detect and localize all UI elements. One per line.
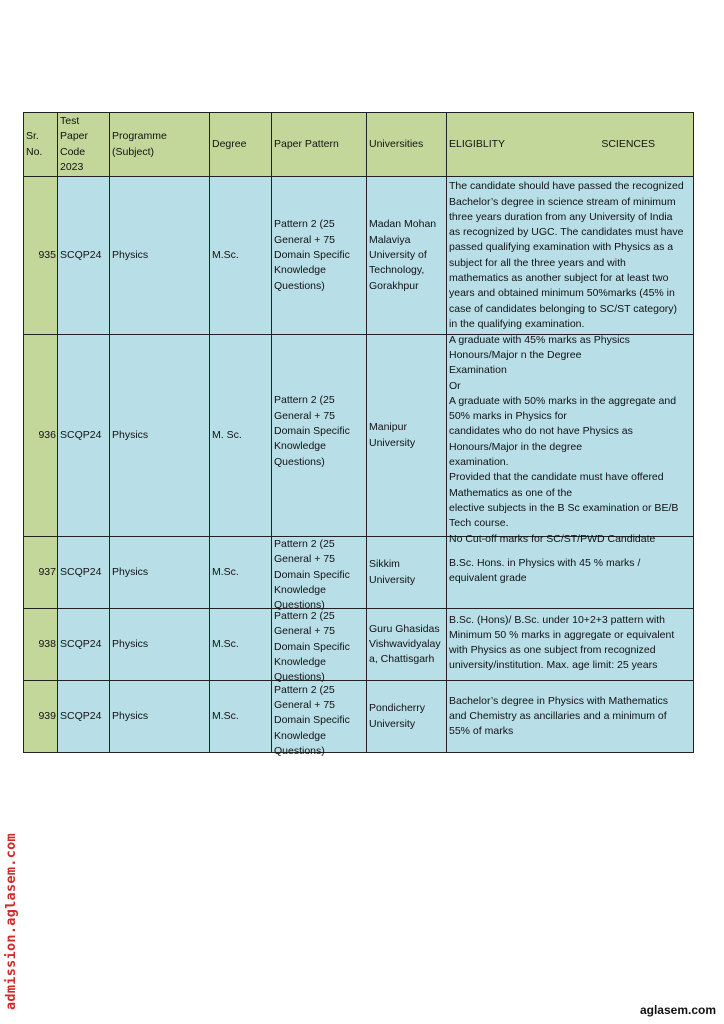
paper-pattern-cell: Pattern 2 (25 General + 75 Domain Specific Knowledge Questions) [272, 681, 367, 753]
header-eligibility [447, 113, 694, 177]
sr-no-cell: 939 [24, 681, 58, 753]
sr-no-cell: 936 [24, 335, 58, 537]
table-row [24, 177, 694, 335]
eligibility-label: ELIGIBLITY [449, 137, 506, 150]
test-paper-code-cell: SCQP24 [58, 177, 110, 335]
degree-cell: M.Sc. [210, 537, 272, 609]
programme-cell: Physics [110, 177, 210, 335]
watermark: admission.aglasem.com [3, 833, 19, 1010]
test-paper-code-cell: SCQP24 [58, 335, 110, 537]
header-test-paper-code: Test Paper Code 2023 [58, 113, 110, 177]
header-row [24, 113, 694, 177]
eligibility-table [23, 112, 694, 757]
header-degree: Degree [210, 113, 272, 177]
university-cell: Pondicherry University [367, 681, 447, 753]
test-paper-code-cell: SCQP24 [58, 681, 110, 753]
paper-pattern-cell: Pattern 2 (25 General + 75 Domain Specific Knowledge Questions) [272, 537, 367, 609]
eligibility-cell: B.Sc. Hons. in Physics with 45 % marks / equivalent grade [447, 537, 694, 609]
university-cell: Sikkim University [367, 537, 447, 609]
test-paper-code-cell: SCQP24 [58, 609, 110, 681]
programme-cell: Physics [110, 681, 210, 753]
degree-cell: M. Sc. [210, 335, 272, 537]
header-paper-pattern: Paper Pattern [272, 113, 367, 177]
sr-no-cell: 935 [24, 177, 58, 335]
table-row [24, 335, 694, 537]
university-cell: Manipur University [367, 335, 447, 537]
degree-cell: M.Sc. [210, 681, 272, 753]
eligibility-cell: The candidate should have passed the recognized Bachelor’s degree in science stream of minimum three years duration from any University of India as recognized by UGC. The candidates must have passed qualifying examination with Physics as a subject for all the three years and with mathematics as another subject for at least two years and obtained minimum 50%marks (45% in case of candidates belonging to SC/ST category) in the qualifying examination. [447, 177, 694, 335]
programme-cell: Physics [110, 609, 210, 681]
sr-no-cell: 937 [24, 537, 58, 609]
programme-cell: Physics [110, 537, 210, 609]
programme-cell: Physics [110, 335, 210, 537]
paper-pattern-cell: Pattern 2 (25 General + 75 Domain Specific Knowledge Questions) [272, 177, 367, 335]
table-row [24, 681, 694, 753]
table-row [24, 609, 694, 681]
test-paper-code-cell: SCQP24 [58, 537, 110, 609]
eligibility-cell: Bachelor’s degree in Physics with Mathematics and Chemistry as ancillaries and a minimum of 55% of marks [447, 681, 694, 753]
university-cell: Madan Mohan Malaviya University of Technology, Gorakhpur [367, 177, 447, 335]
paper-pattern-cell: Pattern 2 (25 General + 75 Domain Specific Knowledge Questions) [272, 609, 367, 681]
sciences-label: SCIENCES [601, 137, 655, 150]
university-cell: Guru Ghasidas Vishwavidyalay a, Chattisgarh [367, 609, 447, 681]
degree-cell: M.Sc. [210, 609, 272, 681]
header-sr: Sr. No. [24, 113, 58, 177]
sr-no-cell: 938 [24, 609, 58, 681]
footer-brand: aglasem.com [639, 1003, 716, 1017]
degree-cell: M.Sc. [210, 177, 272, 335]
eligibility-cell: B.Sc. (Hons)/ B.Sc. under 10+2+3 pattern with Minimum 50 % marks in aggregate or equivalent with Physics as one subject from recognized university/institution. Max. age limit: 25 years [447, 609, 694, 681]
table-row [24, 537, 694, 609]
header-programme: Programme (Subject) [110, 113, 210, 177]
eligibility-cell: A graduate with 45% marks as Physics Honours/Major n the Degree Examination Or A graduate with 50% marks in the aggregate and 50% marks in Physics for candidates who do not have Physics as Honours/Major in the degree examination. Provided that the candidate must have offered Mathematics as one of the elective subjects in the B Sc examination or BE/B Tech course. No Cut-off marks for SC/ST/PWD Candidate [447, 335, 694, 537]
header-universities: Universities [367, 113, 447, 177]
paper-pattern-cell: Pattern 2 (25 General + 75 Domain Specific Knowledge Questions) [272, 335, 367, 537]
